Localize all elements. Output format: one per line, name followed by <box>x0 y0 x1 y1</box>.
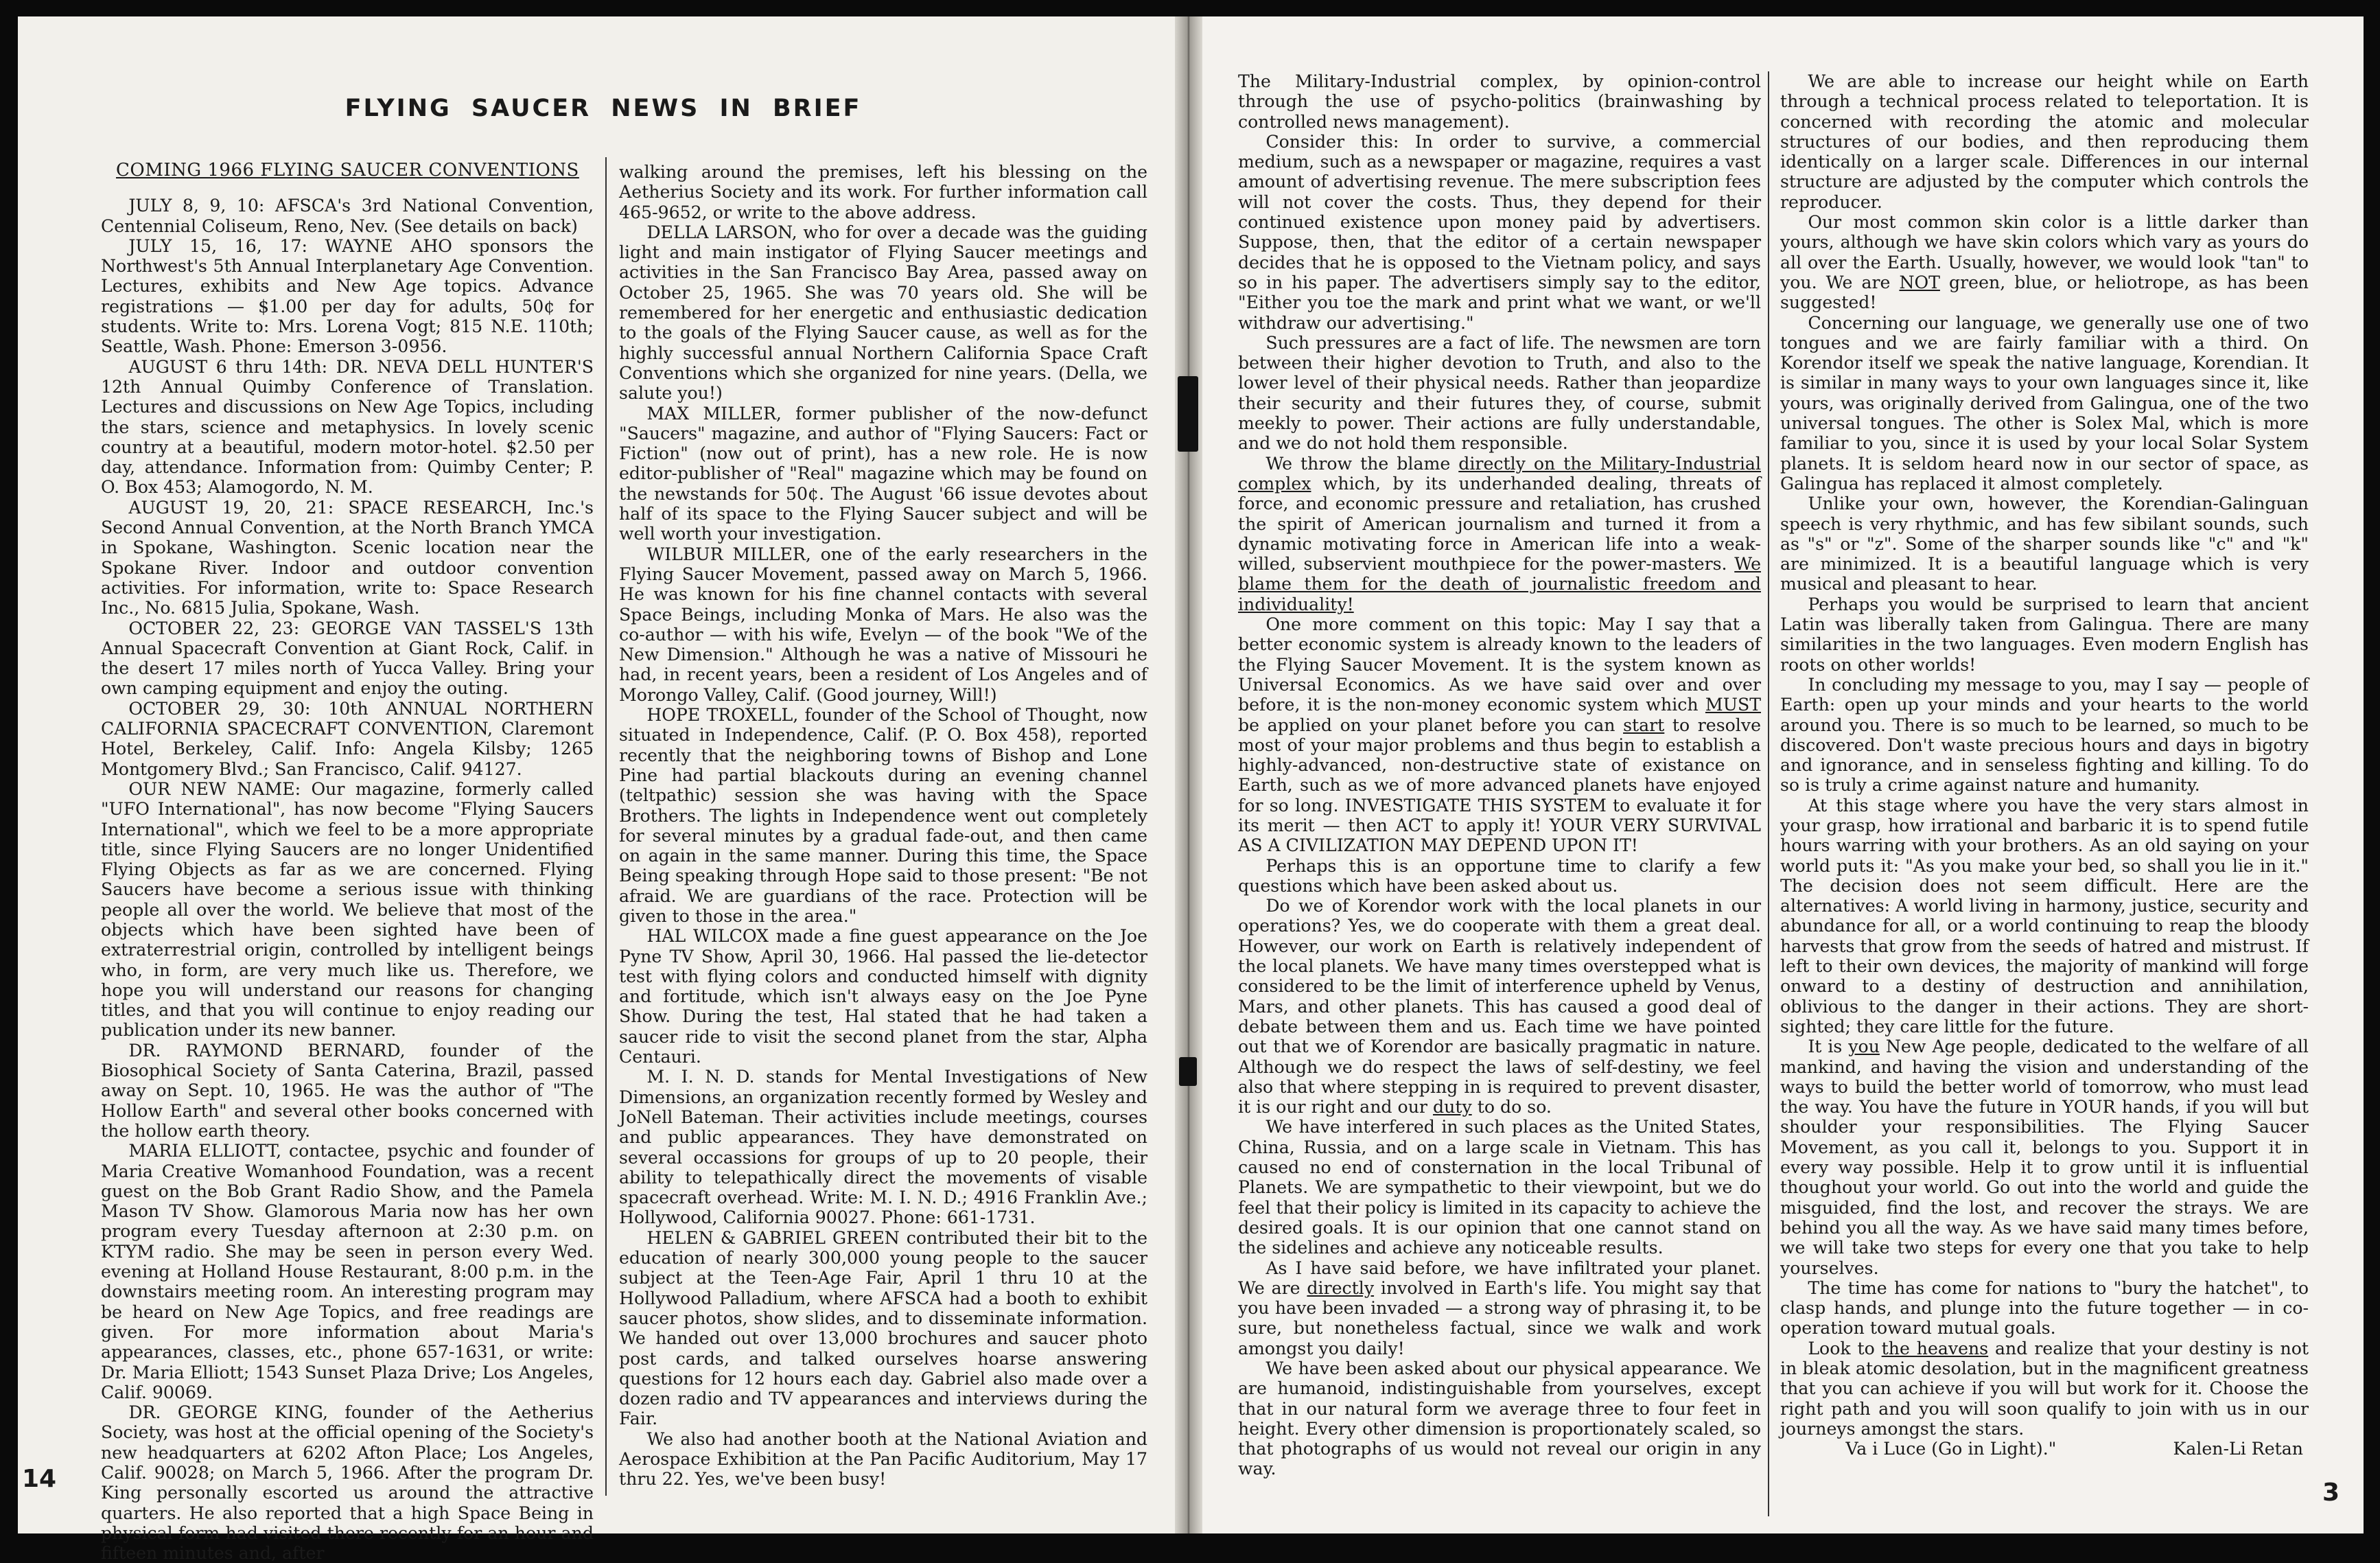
right-column-1 <box>1238 71 1761 1479</box>
article-paragraph: Concerning our language, we generally use one of two tongues and we are fairly familiar with a third. On Korendor itself we speak the native language, Korendian. It is similar in many ways to your own languages since it, like yours, was originally derived from Galingua, one of the two universal tongues. The other is Solex Mal, which is more familiar to you, since it is used by your local Solar System planets. It is seldom heard now in our sector of space, as Galingua has replaced it almost completely. <box>1780 312 2309 494</box>
news-item: DR. GEORGE KING, founder of the Aetherius Society, was host at the official opening of the Society's new headquarters at 6202 Afton Place; Los Angeles, Calif. 90028; on March 5, 1966. After the program Dr. King personally escorted us around the attractive quarters. He also reported that a high Space Being in physical form had visited there recently for an hour and fifteen minutes and, after <box>101 1402 594 1563</box>
article-paragraph: We are able to increase our height while on Earth through a technical process related to teleportation. It is concerned with recording the atomic and molecular structures of our bodies, and then reproducing them identically on a larger scale. Differences in our internal structure are adjusted by the computer which controls the reproducer. <box>1780 71 2309 212</box>
left-column-1 <box>101 161 594 1563</box>
news-item: AUGUST 19, 20, 21: SPACE RESEARCH, Inc.'s Second Annual Convention, at the North Branch YMCA in Spokane, Washington. Scenic location near the Spokane River. Indoor and outdoor convention activities. For information, write to: Space Research Inc., No. 6815 Julia, Spokane, Wash. <box>101 497 594 618</box>
article-paragraph: We throw the blame directly on the Military-Industrial complex which, by its underhanded dealing, threats of force, and economic pressure and retaliation, has crushed the spirit of American journalism and turned it from a dynamic motivating force in American life into a weak-willed, subservient mouthpiece for the power-masters. We blame them for the death of journalistic freedom and individuality! <box>1238 453 1761 614</box>
article-paragraph: Consider this: In order to survive, a commercial medium, such as a newspaper or magazine, requires a vast amount of advertising revenue. The mere subscription fees will not cover the costs. Thus, they depend for their continued existence upon money paid by advertisers. Suppose, then, that the editor of a certain newspaper decides that he is opposed to the Vietnam policy, and says so in his paper. The advertisers simply say to the editor, "Either you toe the mark and print what we want, or we'll withdraw our advertising." <box>1238 131 1761 333</box>
article-paragraph: The Military-Industrial complex, by opinion-control through the use of psycho-politics (brainwashing by controlled news management). <box>1238 71 1761 132</box>
spine-gutter <box>1175 16 1202 1533</box>
page-number: 3 <box>2322 1479 2340 1507</box>
news-item: HOPE TROXELL, founder of the School of Thought, now situated in Independence, Calif. (P. O. Box 458), reported recently that the neighboring towns of Bishop and Lone Pine had partial blackouts during an evening channel (teltpathic) session she was having with the Space Brothers. The lights in Independence went out completely for several minutes by a gradual fade-out, and then came on again in the same manner. During this time, the Space Being speaking through Hope said to those present: "Be not afraid. We are guardians of the race. Protection will be given to those in the area." <box>619 705 1147 926</box>
article-paragraph: One more comment on this topic: May I say that a better economic system is already known to the leaders of the Flying Saucer Movement. It is the system known as Universal Economics. As we have said over and over before, it is the non-money economic system which MUST be applied on your planet before you can start to resolve most of your major problems and thus begin to establish a highly-advanced, non-destructive state of existance on Earth, such as we of more advanced planets have enjoyed for so long. INVESTIGATE THIS SYSTEM to evaluate it for its merit — then ACT to apply it! YOUR VERY SURVIVAL AS A CIVILIZATION MAY DEPEND UPON IT! <box>1238 614 1761 856</box>
news-item: JULY 15, 16, 17: WAYNE AHO sponsors the Northwest's 5th Annual Interplanetary Age Convention. Lectures, exhibits and New Age topics. Advance registrations — $1.00 per day for adults, 50¢ for students. Write to: Mrs. Lorena Vogt; 815 N.E. 110th; Seattle, Wash. Phone: Emerson 3-0956. <box>101 235 594 357</box>
article-paragraph: As I have said before, we have infiltrated your planet. We are directly involved in Earth's life. You might say that you have been invaded — a strong way of phrasing it, to be sure, but nonetheless factual, since we walk and work amongst you daily! <box>1238 1258 1761 1358</box>
column-divider <box>1768 71 1769 1516</box>
news-item: MARIA ELLIOTT, contactee, psychic and founder of Maria Creative Womanhood Foundation, was a recent guest on the Bob Grant Radio Show, and the Pamela Mason TV Show. Glamorous Maria now has her own program every Tuesday afternoon at 2:30 p.m. on KTYM radio. She may be seen in person every Wed. evening at Holland House Restaurant, 8:00 p.m. in the downstairs meeting room. An interesting program may be heard on New Age Topics, and free readings are given. For more information about Maria's appearances, classes, etc., phone 657-1631, or write: Dr. Maria Elliott; 1543 Sunset Plaza Drive; Los Angeles, Calif. 90069. <box>101 1141 594 1402</box>
column-divider <box>605 157 607 1496</box>
news-item: HAL WILCOX made a fine guest appearance on the Joe Pyne TV Show, April 30, 1966. Hal passed the lie-detector test with flying colors and conducted himself with dignity and fortitude, which isn't always easy on the Joe Pyne Show. During the test, Hal stated that he had taken a saucer ride to visit the second planet from the star, Alpha Centauri. <box>619 926 1147 1067</box>
news-item: DR. RAYMOND BERNARD, founder of the Biosophical Society of Santa Caterina, Brazil, passed away on Sept. 10, 1965. He was the author of "The Hollow Earth" and several other books concerned with the hollow earth theory. <box>101 1040 594 1141</box>
news-item: OCTOBER 29, 30: 10th ANNUAL NORTHERN CALIFORNIA SPACECRAFT CONVENTION, Claremont Hotel, Berkeley, Calif. Info: Angela Kilsby; 1265 Montgomery Blvd.; San Francisco, Calif. 94127. <box>101 698 594 779</box>
article-paragraph: The time has come for nations to "bury the hatchet", to clasp hands, and plunge into the future together — in co-operation toward mutual goals. <box>1780 1277 2309 1339</box>
news-item: HELEN & GABRIEL GREEN contributed their bit to the education of nearly 300,000 young people to the saucer subject at the Teen-Age Fair, April 1 thru 10 at the Hollywood Palladium, where AFSCA had a booth to exhibit saucer photos, show slides, and to disseminate information. We handed out over 13,000 brochures and saucer photo post cards, and talked ourselves hoarse answering questions for 12 hours each day. Gabriel also made over a dozen radio and TV appearances and interviews during the Fair. <box>619 1227 1147 1429</box>
news-item: walking around the premises, left his blessing on the Aetherius Society and its work. For further information call 465-9652, or write to the above address. <box>619 162 1147 222</box>
news-item: OUR NEW NAME: Our magazine, formerly called "UFO International", has now become "Flying Saucers International", which we feel to be a more appropriate title, since Flying Saucers are no longer Unidentified Flying Objects as far as we are concerned. Flying Saucers have become a serious issue with thinking people all over the world. We believe that most of the objects which have been sighted have been of extraterrestrial origin, controlled by intelligent beings who, in form, are very much like us. Therefore, we hope you will understand our reasons for changing titles, and that you will continue to enjoy reading our publication under its new banner. <box>101 778 594 1041</box>
article-paragraph: In concluding my message to you, may I say — people of Earth: open up your minds and your hearts to the world around you. There is so much to be learned, so much to be discovered. Don't waste precious hours and days in bigotry and ignorance, and in senseless fighting and killing. To do so is truly a crime against nature and humanity. <box>1780 674 2309 796</box>
author-name: Kalen-Li Retan <box>2173 1439 2303 1459</box>
article-paragraph: Look to the heavens and realize that your destiny is not in bleak atomic desolation, but in the magnificent greatness that you can achieve if you will but work for it. Choose the right path and you will soon qualify to join with us in our journeys amongst the stars. <box>1780 1338 2309 1439</box>
news-item: OCTOBER 22, 23: GEORGE VAN TASSEL'S 13th Annual Spacecraft Convention at Giant Rock, Calif. in the desert 17 miles north of Yucca Valley. Bring your own camping equipment and enjoy the outing. <box>101 618 594 699</box>
article-paragraph: Unlike your own, however, the Korendian-Galinguan speech is very rhythmic, and has few sibilant sounds, such as "s" or "z". Some of the sharper sounds like "c" and "k" are minimized. It is a beautiful language which is very musical and pleasant to hear. <box>1780 494 2309 594</box>
article-paragraph: We have been asked about our physical appearance. We are humanoid, indistinguishable from yourselves, except that in our natural form we average three to four feet in height. Every other dimension is proportionately scaled, so that photographs of us would not reveal our origin in any way. <box>1238 1358 1761 1479</box>
news-item: JULY 8, 9, 10: AFSCA's 3rd National Convention, Centennial Coliseum, Reno, Nev. (See details on back) <box>101 196 594 236</box>
article-paragraph: Our most common skin color is a little darker than yours, although we have skin colors which vary as yours do all over the Earth. Usually, however, we would look "tan" to you. We are NOT green, blue, or heliotrope, as has been suggested! <box>1780 212 2309 313</box>
section-title: COMING 1966 FLYING SAUCER CONVENTIONS <box>116 160 579 181</box>
news-item: DELLA LARSON, who for over a decade was the guiding light and main instigator of Flying Saucer meetings and activities in the San Francisco Bay Area, passed away on October 25, 1965. She was 70 years old. She will be remembered for her energetic and enthusiastic dedication to the goals of the Flying Saucer cause, as well as for the highly successful annual Northern California Space Craft Conventions which she organized for nine years. (Della, we salute you!) <box>619 222 1147 404</box>
left-column-2 <box>619 162 1147 1490</box>
news-item: M. I. N. D. stands for Mental Investigations of New Dimensions, an organization recently formed by Wesley and JoNell Bateman. Their activities include meetings, courses and public appearances. They have demonstrated on several occassions for groups of up to 20 people, their ability to telepathically direct the movements of visable spacecraft overhead. Write: M. I. N. D.; 4916 Franklin Ave.; Hollywood, California 90027. Phone: 661-1731. <box>619 1067 1147 1228</box>
staple-hole <box>1179 1057 1197 1086</box>
article-paragraph: It is you New Age people, dedicated to the welfare of all mankind, and having the vision and understanding of the ways to build the better world of tomorrow, who must lead the way. You have the future in YOUR hands, if you will but shoulder your responsibilities. The Flying Saucer Movement, as you call it, belongs to you. Support it in every way possible. Help it to grow until it is influential thoughout your world. Go out into the world and guide the misguided, find the lost, and recover the strays. We are behind you all the way. As we have said many times before, we will take two steps for every one that you take to help yourselves. <box>1780 1037 2309 1278</box>
news-item: AUGUST 6 thru 14th: DR. NEVA DELL HUNTER'S 12th Annual Quimby Conference of Translation. Lectures and discussions on New Age Topics, including the stars, science and metaphysics. In lovely scenic country at a beautiful, modern motor-hotel. $2.50 per day, attendance. Information from: Quimby Center; P. O. Box 453; Alamogordo, N. M. <box>101 356 594 498</box>
article-paragraph: Do we of Korendor work with the local planets in our operations? Yes, we do cooperate with them a great deal. However, our work on Earth is relatively independent of the local planets. We have many times overstepped what is considered to be the limit of interference upheld by Venus, Mars, and other planets. This has caused a good deal of debate between them and us. Each time we have pointed out that we of Korendor are basically pragmatic in nature. Although we do respect the laws of self-destiny, we feel also that where stepping in is required to prevent disaster, it is our right and our duty to do so. <box>1238 896 1761 1118</box>
right-page <box>1189 16 2364 1533</box>
article-paragraph: Perhaps you would be surprised to learn that ancient Latin was liberally taken from Galingua. There are many similarities in the two languages. Even modern English has roots on other worlds! <box>1780 594 2309 675</box>
staple-hole <box>1178 376 1198 452</box>
article-paragraph: Perhaps this is an opportune time to clarify a few questions which have been asked about us. <box>1238 855 1761 896</box>
news-item: WILBUR MILLER, one of the early researchers in the Flying Saucer Movement, passed away on March 5, 1966. He was known for his fine channel contacts with several Space Beings, including Monka of Mars. He also was the co-author — with his wife, Evelyn — of the book "We of the New Dimension." Although he was a native of Missouri he had, in recent years, been a resident of Los Angeles and of Morongo Valley, Calif. (Good journey, Will!) <box>619 544 1147 705</box>
article-paragraph: We have interfered in such places as the United States, China, Russia, and on a large scale in Vietnam. This has caused no end of consternation in the local Tribunal of Planets. We are sympathetic to their viewpoint, but we do feel that their policy is limited in its capacity to achieve the desired goals. It is our opinion that one cannot stand on the sidelines and achieve any noticeable results. <box>1238 1117 1761 1258</box>
page-number: 14 <box>22 1465 57 1493</box>
news-item: We also had another booth at the National Aviation and Aerospace Exhibition at the Pan Pacific Auditorium, May 17 thru 22. Yes, we've been busy! <box>619 1428 1147 1490</box>
right-column-2 <box>1780 71 2309 1459</box>
page-header: FLYING SAUCER NEWS IN BRIEF <box>345 95 862 122</box>
closing-text: Va i Luce (Go in Light)." <box>1845 1439 2057 1459</box>
article-paragraph: At this stage where you have the very stars almost in your grasp, how irrational and barbaric it is to spend futile hours warring with your brothers. As an old saying on your world puts it: "As you make your bed, so shall you lie in it." The decision does not seem difficult. Here are the alternatives: A world living in harmony, justice, security and abundance for all, or a world continuing to reap the bloody harvests that grow from the seeds of hatred and mistrust. If left to their own devices, the majority of mankind will forge onward to a destiny of destruction and annihilation, oblivious to the danger in their actions. They are short-sighted; they care little for the future. <box>1780 795 2309 1037</box>
signature-line <box>1780 1439 2309 1459</box>
article-paragraph: Such pressures are a fact of life. The newsmen are torn between their higher devotion to Truth, and also to the lower level of their physical needs. Rather than jeopardize their security and their futures they, of course, submit meekly to power. Their actions are fully understandable, and we do not hold them responsible. <box>1238 332 1761 454</box>
news-item: MAX MILLER, former publisher of the now-defunct "Saucers" magazine, and author of "Flying Saucers: Fact or Fiction" (now out of print), has a new role. He is now editor-publisher of "Real" magazine which may be found on the newstands for 50¢. The August '66 issue devotes about half of its space to the Flying Saucer subject and will be well worth your investigation. <box>619 403 1147 544</box>
left-page <box>18 16 1189 1563</box>
